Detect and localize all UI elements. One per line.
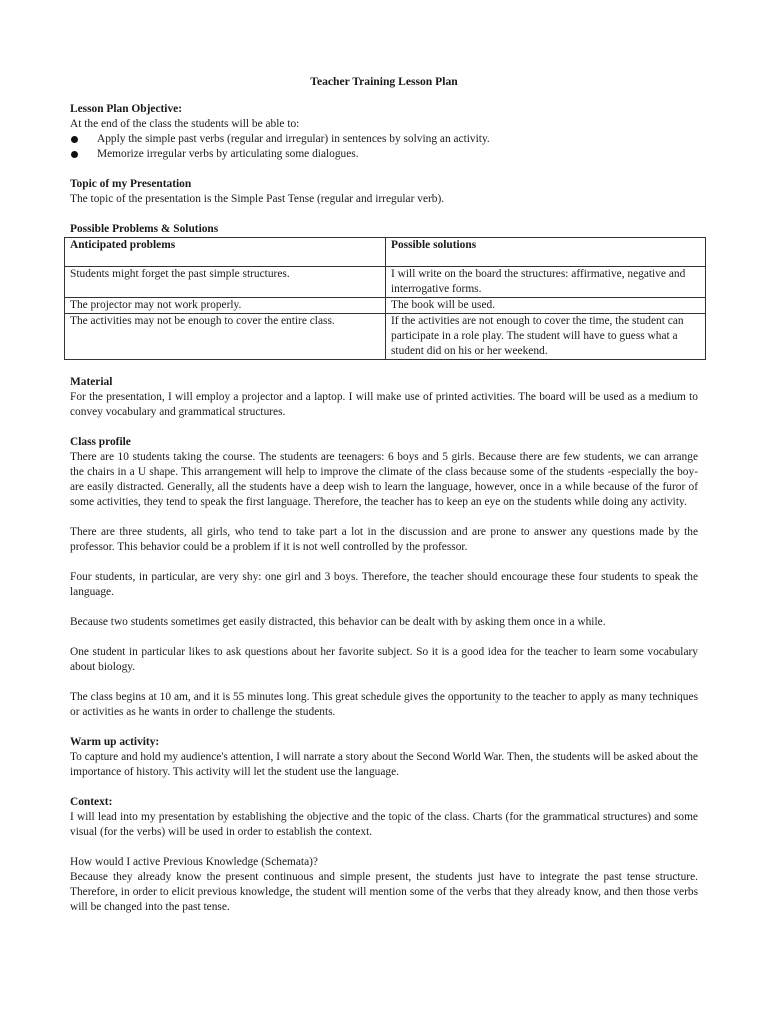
table-cell: If the activities are not enough to cover the time, the student can participate in a role play. The student will have to guess what a student did on his or her weekend.: [386, 314, 706, 360]
context-section: [70, 795, 698, 840]
warmup-heading: Warm up activity:: [70, 736, 160, 748]
table-cell: I will write on the board the structures: affirmative, negative and interrogative forms.: [386, 267, 706, 298]
class-profile-paragraph: The class begins at 10 am, and it is 55 minutes long. This great schedule gives the opportunity to the teacher to apply as many techniques or activities as he wants in order to challenge the students.: [70, 691, 698, 718]
list-item-text: Memorize irregular verbs by articulating some dialogues.: [97, 148, 359, 160]
schemata-question: How would I active Previous Knowledge (Schemata)?: [70, 856, 318, 868]
material-heading: Material: [70, 376, 113, 388]
schemata-text: Because they already know the present continuous and simple present, the students just have to integrate the past tense structure. Therefore, in order to elicit previous knowledge, the student will mention some of the verbs that they already know, and then those verbs will be changed into the past tense.: [70, 871, 698, 913]
bullet-icon: [71, 151, 78, 158]
schemata-section: [70, 855, 698, 915]
problems-section: [70, 222, 698, 360]
class-profile-paragraph: Four students, in particular, are very shy: one girl and 3 boys. Therefore, the teacher should encourage these four students to speak the language.: [70, 571, 698, 598]
warmup-section: [70, 735, 698, 780]
class-profile-paragraph: There are 10 students taking the course. The students are teenagers: 6 boys and 5 girls. Because there are few students, we can arrange the chairs in a U shape. This arrangement will help to improve the climate of the class because some of the students -especially the boy- are easily distracted. Generally, all the students have a deep wish to learn the language, however, once in a while because of the furor of some activities, they tend to speak the first language. Therefore, the teacher has to keep an eye on the students while doing any activity.: [70, 451, 698, 508]
topic-heading: Topic of my Presentation: [70, 178, 192, 190]
objective-list: [70, 132, 698, 162]
problems-heading: Possible Problems & Solutions: [70, 223, 219, 235]
class-profile-paragraph: One student in particular likes to ask questions about her favorite subject. So it is a good idea for the teacher to learn some vocabulary about biology.: [70, 646, 698, 673]
table-cell: The projector may not work properly.: [65, 298, 386, 314]
topic-section: [70, 177, 698, 207]
table-row: [65, 314, 706, 360]
column-header: Anticipated problems: [65, 238, 386, 267]
page-title: Teacher Training Lesson Plan: [310, 75, 458, 88]
context-text: I will lead into my presentation by establishing the objective and the topic of the class. Charts (for the grammatical structures) and some visual (for the verbs) will be used in order to establish the context.: [70, 811, 698, 838]
objective-section: [70, 102, 698, 162]
list-item: [70, 147, 698, 162]
table-cell: The book will be used.: [386, 298, 706, 314]
warmup-text: To capture and hold my audience's attention, I will narrate a story about the Second World War. Then, the students will be asked about the importance of history. This activity will let the student use the language.: [70, 751, 698, 778]
document-body: [70, 74, 698, 915]
list-item-text: Apply the simple past verbs (regular and irregular) in sentences by solving an activity.: [97, 133, 490, 145]
class-profile-section: [70, 435, 698, 720]
table-header-row: [65, 238, 706, 267]
table-cell: The activities may not be enough to cover the entire class.: [65, 314, 386, 360]
class-profile-paragraph: There are three students, all girls, who tend to take part a lot in the discussion and are prone to answer any questions made by the professor. This behavior could be a problem if it is not well controlled by the professor.: [70, 526, 698, 553]
class-profile-paragraph: Because two students sometimes get easily distracted, this behavior can be dealt with by asking them once in a while.: [70, 616, 606, 628]
table-row: [65, 298, 706, 314]
class-profile-heading: Class profile: [70, 436, 131, 448]
table-cell: Students might forget the past simple structures.: [65, 267, 386, 298]
material-text: For the presentation, I will employ a projector and a laptop. I will make use of printed activities. The board will be used as a medium to convey vocabulary and grammatical structures.: [70, 391, 698, 418]
bullet-icon: [71, 136, 78, 143]
objective-heading: Lesson Plan Objective:: [70, 103, 182, 115]
context-heading: Context:: [70, 796, 113, 808]
topic-text: The topic of the presentation is the Simple Past Tense (regular and irregular verb).: [70, 193, 445, 205]
objective-intro: At the end of the class the students will be able to:: [70, 118, 300, 130]
table-row: [65, 267, 706, 298]
column-header: Possible solutions: [386, 238, 706, 267]
material-section: [70, 375, 698, 420]
list-item: [70, 132, 698, 147]
problems-table: [64, 237, 706, 360]
